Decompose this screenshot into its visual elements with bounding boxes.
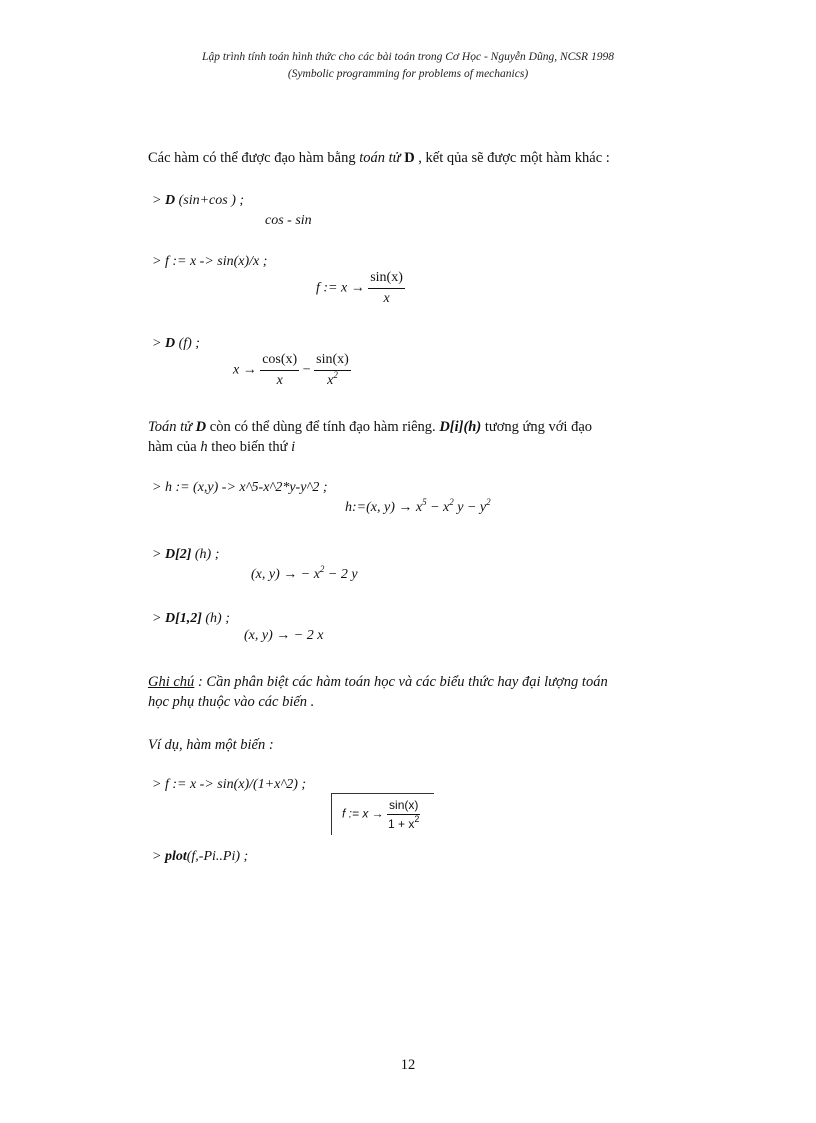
note-colon: : <box>194 674 203 690</box>
output-part-a: (x, y) → − x <box>251 567 320 582</box>
fraction-1-numerator: cos(x) <box>260 352 299 371</box>
command-args: (f) ; <box>175 336 200 351</box>
example-heading: Ví dụ, hàm một biến : <box>148 737 274 753</box>
output-part-b: − 2 y <box>324 567 358 582</box>
fraction <box>368 270 405 307</box>
intro-italic: toán tử <box>359 150 401 166</box>
fraction-1 <box>260 352 299 389</box>
note-paragraph <box>148 674 608 691</box>
paragraph-partial-derivative <box>148 419 592 436</box>
prompt: > <box>152 336 165 351</box>
operator-d: D <box>164 193 176 208</box>
maple-output-7-box <box>331 793 434 835</box>
fraction-2 <box>314 352 351 389</box>
para-var-i: i <box>291 439 296 455</box>
fraction-numerator: sin(x) <box>368 270 405 289</box>
maple-output-4 <box>345 497 491 516</box>
fraction-denominator: x <box>383 291 390 306</box>
para-line2-start: hàm của <box>148 439 201 455</box>
command-args: (h) ; <box>191 547 220 562</box>
maple-command-2: > f := x -> sin(x)/x ; <box>152 254 268 269</box>
para-line2-mid: theo biến thứ <box>207 439 292 455</box>
output-part-c: y − y <box>453 500 487 515</box>
maple-command-6 <box>152 611 230 627</box>
fraction-2-numerator: sin(x) <box>314 352 351 371</box>
den-expr: 1 + x <box>388 817 415 831</box>
running-header-line1: Lập trình tính toán hình thức cho các bài toán trong Cơ Học - Nguyễn Dũng, NCSR 1998 <box>202 51 614 63</box>
den-var: x <box>327 373 334 388</box>
exponent-2: 2 <box>449 497 454 507</box>
maple-command-1 <box>152 193 244 209</box>
den-exponent: 2 <box>414 814 420 824</box>
running-header-line2: (Symbolic programming for problems of mechanics) <box>287 68 529 80</box>
maple-command-4: > h := (x,y) -> x^5-x^2*y-y^2 ; <box>152 480 328 495</box>
maple-command-7: > f := x -> sin(x)/(1+x^2) ; <box>152 777 307 792</box>
para-operator: D <box>195 419 207 435</box>
exponent-3: 2 <box>486 497 491 507</box>
maple-output-3 <box>233 352 351 389</box>
output-lhs: x → <box>233 362 257 378</box>
exponent-1: 2 <box>319 564 325 574</box>
maple-command-8 <box>152 849 248 865</box>
operator-d12: D[1,2] <box>164 611 202 626</box>
note-text-2: học phụ thuộc vào các biến . <box>148 694 315 710</box>
page-number: 12 <box>400 1057 416 1073</box>
paragraph-partial-derivative-line2 <box>148 439 295 456</box>
maple-output-5 <box>251 564 358 583</box>
operator-d: D <box>164 336 176 351</box>
note-label: Ghi chú <box>148 674 195 690</box>
para-end: tương ứng với đạo <box>481 419 592 435</box>
maple-command-5 <box>152 547 219 563</box>
fraction-numerator: sin(x) <box>387 798 420 815</box>
prompt: > <box>152 193 165 208</box>
plot-function: plot <box>164 849 187 864</box>
output-part-b: − x <box>426 500 450 515</box>
note-text-1: Cần phân biệt các hàm toán học và các biểu thức hay đại lượng toán <box>202 674 608 690</box>
intro-text-before: Các hàm có thể được đạo hàm bằng <box>148 150 360 166</box>
intro-paragraph <box>148 150 610 167</box>
den-exponent: 2 <box>333 370 338 380</box>
para-middle: còn có thể dùng để tính đạo hàm riêng. <box>206 419 440 435</box>
output-part-a: h:=(x, y) → x <box>345 500 423 515</box>
para-italic-start: Toán tử <box>148 419 196 435</box>
fraction-denominator <box>387 815 420 831</box>
prompt: > <box>152 849 165 864</box>
maple-command-3 <box>152 336 200 352</box>
command-args: (sin+cos ) ; <box>175 193 245 208</box>
output-lhs: f := x → <box>342 806 384 821</box>
fraction-2-denominator <box>314 371 351 389</box>
minus-sign: − <box>302 362 311 378</box>
maple-output-6: (x, y) → − 2 x <box>244 628 324 643</box>
fraction <box>387 798 420 831</box>
prompt: > <box>152 547 165 562</box>
operator-d2: D[2] <box>164 547 192 562</box>
maple-output-2 <box>316 270 405 307</box>
output-lhs: f := x → <box>316 280 365 296</box>
fraction-1-denominator: x <box>276 373 283 388</box>
exponent-1: 5 <box>422 497 427 507</box>
para-call: D[i](h) <box>439 419 482 435</box>
para-var-h: h <box>200 439 208 455</box>
intro-text-after: , kết qủa sẽ được một hàm khác : <box>414 150 610 166</box>
command-args: (h) ; <box>201 611 230 626</box>
intro-operator: D <box>400 150 415 166</box>
maple-output-1: cos - sin <box>265 213 312 228</box>
command-args: (f,-Pi..Pi) ; <box>186 849 249 864</box>
prompt: > <box>152 611 165 626</box>
